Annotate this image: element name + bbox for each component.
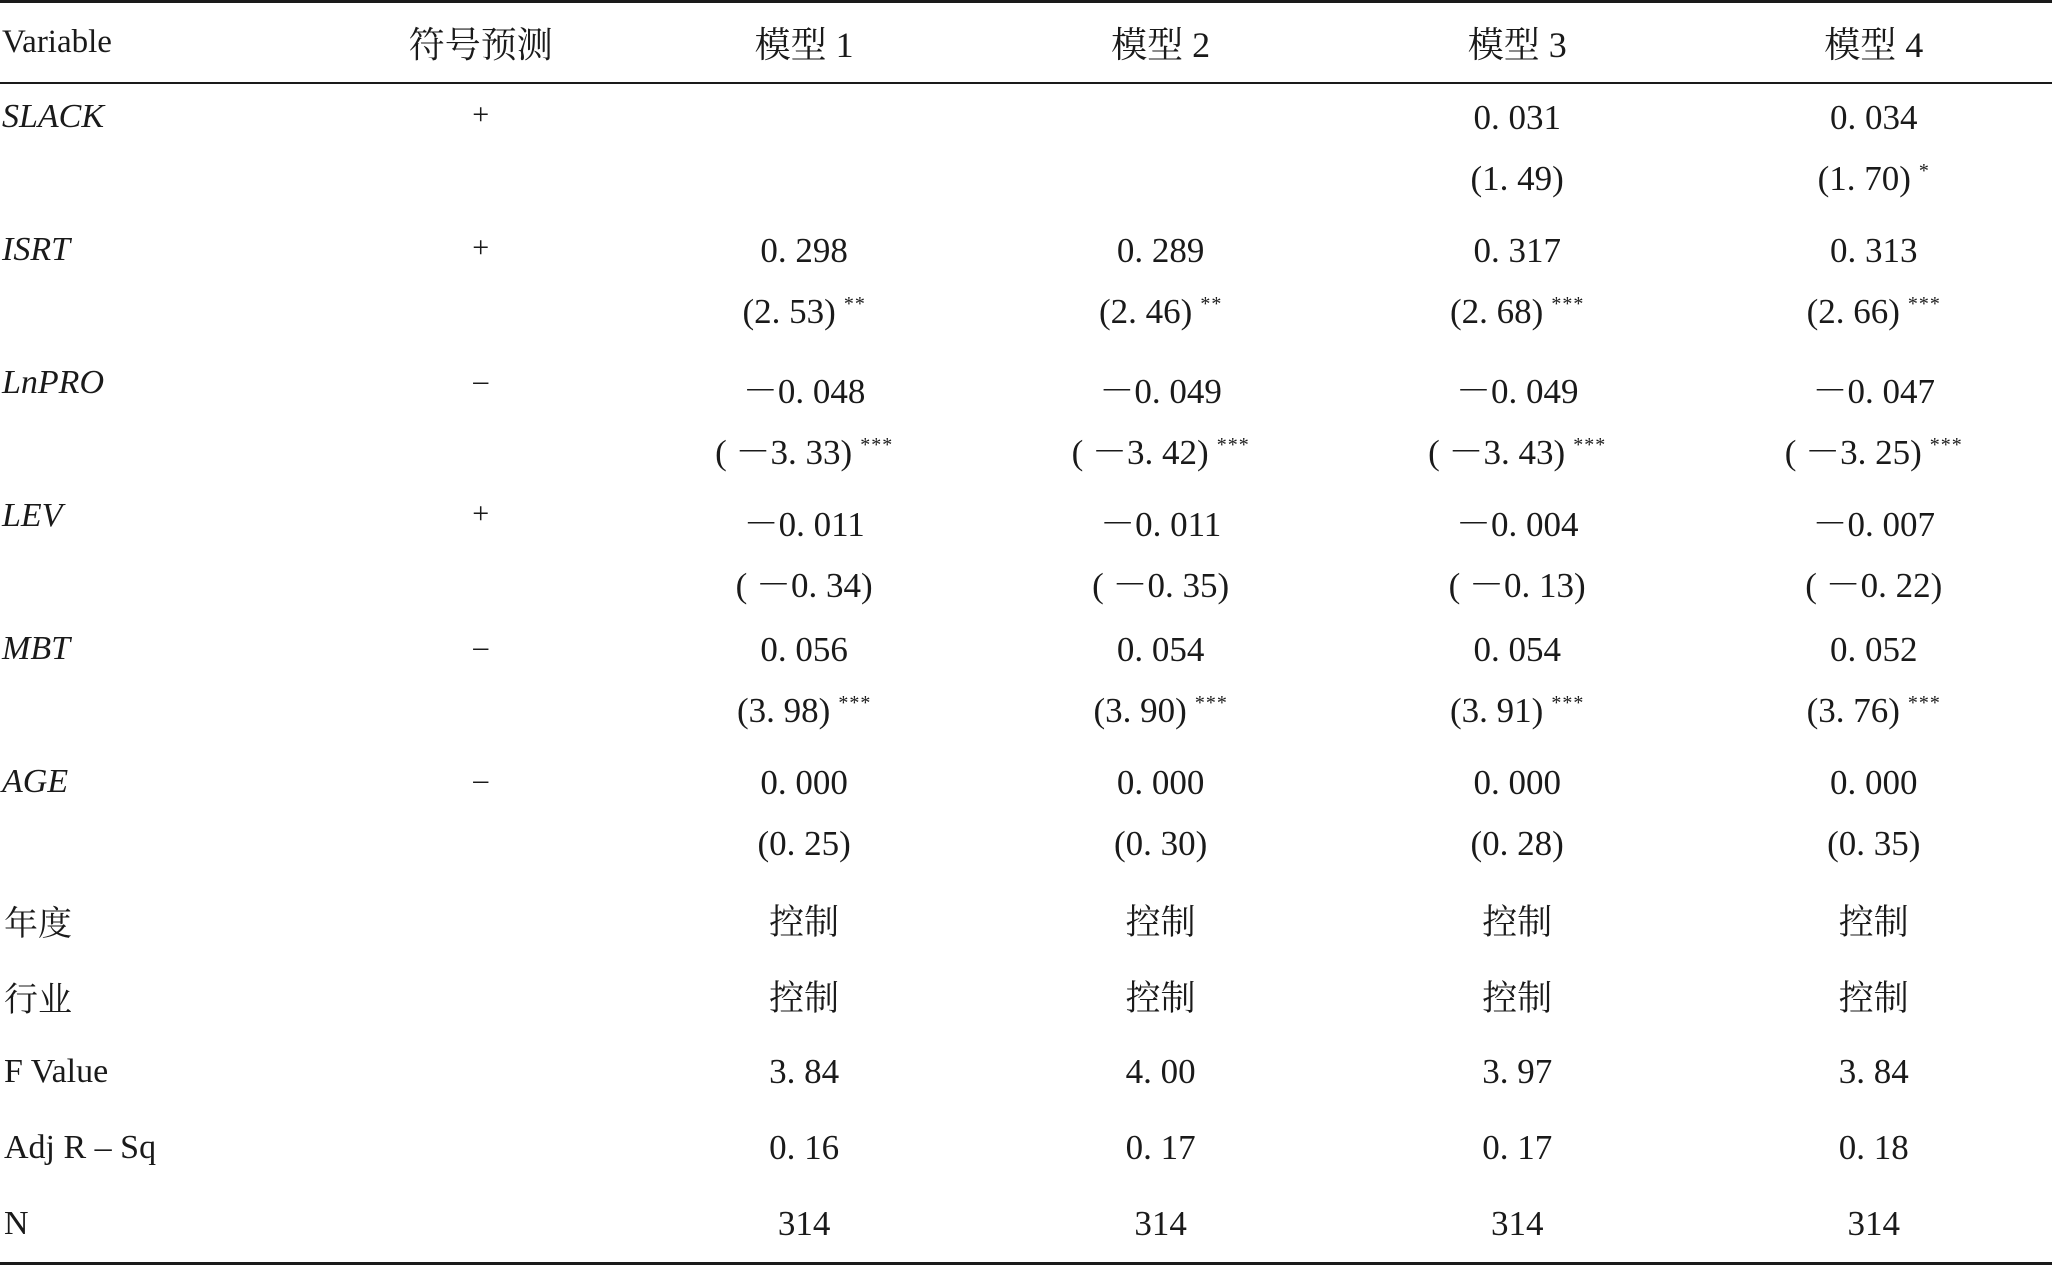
t-stat-cell [1339,159,1696,217]
sign-prediction: – [473,364,489,397]
coefficient-value: －0. 011 [743,505,865,544]
t-stat-value: (3. 91) [1450,691,1544,730]
stat-value: 314 [1695,1186,2052,1264]
empty-cell [335,691,625,749]
stat-value: 控制 [769,979,840,1018]
coefficient-value [982,83,1339,159]
empty-cell [335,1110,625,1186]
stat-value: 控制 [769,903,840,942]
coefficient-value: －0. 007 [1812,505,1935,544]
t-stat-cell [1695,558,2052,616]
coefficient-value: 0. 000 [1116,763,1205,802]
t-stat-cell [982,425,1339,483]
stat-value: 控制 [1482,979,1553,1018]
stat-value: 控制 [1482,903,1553,942]
empty-cell [335,1186,625,1264]
stat-name: F Value [4,1053,109,1090]
coefficient-value: －0. 048 [742,372,866,411]
significance-stars: *** [1907,293,1941,316]
significance-stars: *** [1194,692,1228,715]
t-stat-value: ( －3. 33) [715,433,853,472]
stat-name: 行业 [4,981,72,1019]
significance-stars: *** [1573,434,1607,457]
header-row [0,2,2052,84]
stat-row [0,1186,2052,1264]
t-stat-value: (3. 76) [1806,691,1900,730]
header-model-1: 模型 1 [626,2,983,84]
empty-cell [0,159,335,217]
t-stat-cell [626,558,983,616]
variable-name: ISRT [2,231,70,268]
significance-stars: ** [1200,293,1223,316]
coefficient-value: 0. 317 [1473,231,1561,270]
coefficient-rows [0,83,2052,882]
stat-row [0,1110,2052,1186]
t-stat-cell [626,691,983,749]
t-stat-value: (0. 25) [757,824,851,863]
t-stat-cell [626,159,983,217]
stat-value: 控制 [1125,979,1196,1018]
t-stat-cell [1695,691,2052,749]
significance-stars: *** [1551,692,1585,715]
significance-stars: *** [1929,434,1963,457]
significance-stars: *** [838,692,872,715]
variable-name: AGE [2,763,69,800]
empty-cell [0,691,335,749]
t-stat-value: (2. 53) [742,292,836,331]
empty-cell [335,292,625,350]
empty-cell [335,882,625,958]
variable-name: MBT [2,630,70,667]
coefficient-value: 0. 000 [760,763,848,802]
t-stat-cell [626,824,983,882]
t-stat-value: ( －3. 43) [1428,433,1566,472]
stat-value: 控制 [1838,979,1909,1018]
statistic-rows [0,882,2052,1264]
empty-cell [335,425,625,483]
stat-name: Adj R – Sq [4,1129,157,1166]
t-stat-cell [1339,558,1696,616]
significance-stars: ** [843,293,866,316]
t-stat-cell [1695,425,2052,483]
coefficient-value: 0. 056 [760,630,848,669]
empty-cell [0,824,335,882]
empty-cell [0,292,335,350]
t-stat-value: (3. 98) [737,691,831,730]
stat-value: 0. 18 [1838,1128,1909,1167]
t-stat-cell [626,425,983,483]
stat-value: 4. 00 [1125,1052,1196,1091]
coef-row-mbt-t-stat [0,691,2052,749]
sign-prediction: + [472,497,490,530]
stat-value: 控制 [1125,903,1196,942]
t-stat-cell [1339,425,1696,483]
header-model-4: 模型 4 [1695,2,2052,84]
empty-cell [0,558,335,616]
stat-row [0,882,2052,958]
stat-value: 314 [626,1186,983,1264]
coefficient-value: 0. 313 [1829,231,1918,270]
t-stat-cell [982,824,1339,882]
empty-cell [335,824,625,882]
sign-prediction: – [473,630,489,663]
coef-row-mbt-estimate [0,616,2052,691]
t-stat-cell [1695,824,2052,882]
t-stat-value: (3. 90) [1093,691,1187,730]
t-stat-cell [982,558,1339,616]
stat-name: N [0,1186,335,1264]
coefficient-value: 0. 000 [1829,763,1918,802]
coef-row-lev-estimate [0,483,2052,558]
sign-prediction: + [472,98,490,131]
t-stat-value: ( －0. 35) [1092,566,1230,605]
t-stat-cell [626,292,983,350]
coefficient-value: －0. 047 [1812,372,1935,411]
t-stat-value: (2. 66) [1806,292,1900,331]
coefficient-value: 0. 054 [1473,630,1561,669]
t-stat-value: (1. 70) [1817,159,1911,198]
variable-name: LnPRO [2,364,104,401]
empty-cell [335,159,625,217]
coefficient-value: 0. 031 [1473,98,1561,137]
empty-cell [335,958,625,1034]
coefficient-value: －0. 049 [1455,372,1579,411]
t-stat-value: ( －0. 34) [735,566,873,605]
stat-value: 控制 [1838,903,1909,942]
stat-row [0,958,2052,1034]
significance-stars: *** [1216,434,1250,457]
empty-cell [0,425,335,483]
t-stat-cell [982,292,1339,350]
coef-row-isrt-t-stat [0,292,2052,350]
coefficient-value: 0. 052 [1829,630,1918,669]
t-stat-value: (1. 49) [1470,159,1564,198]
coefficient-value: 0. 298 [760,231,848,270]
coef-row-slack-estimate [0,83,2052,159]
t-stat-value: (0. 35) [1827,824,1921,863]
t-stat-cell [1695,292,2052,350]
empty-cell [335,1034,625,1110]
header-variable: Variable [0,2,335,84]
t-stat-value: (2. 46) [1099,292,1193,331]
coef-row-isrt-estimate [0,217,2052,292]
stat-value: 3. 84 [1838,1052,1909,1091]
significance-stars: *** [1551,293,1585,316]
t-stat-cell [982,159,1339,217]
t-stat-cell [1695,159,2052,217]
significance-stars: *** [860,434,894,457]
coef-row-slack-t-stat [0,159,2052,217]
header-sign-prediction: 符号预测 [335,2,625,84]
significance-stars: * [1918,160,1930,183]
stat-value: 0. 17 [1125,1128,1196,1167]
t-stat-value: ( －0. 22) [1805,566,1943,605]
coefficient-value: 0. 000 [1473,763,1561,802]
coef-row-lev-t-stat [0,558,2052,616]
variable-name: SLACK [2,98,105,135]
t-stat-value: ( －3. 42) [1071,433,1209,472]
coef-row-age-t-stat [0,824,2052,882]
variable-name: LEV [2,497,63,534]
coef-row-lnpro-t-stat [0,425,2052,483]
empty-cell [335,558,625,616]
table-header [0,2,2052,84]
header-model-3: 模型 3 [1339,2,1696,84]
t-stat-cell [1339,292,1696,350]
coefficient-value: －0. 011 [1100,505,1222,544]
coef-row-age-estimate [0,749,2052,824]
sign-prediction: + [472,231,490,264]
stat-value: 314 [1339,1186,1696,1264]
t-stat-value: ( －0. 13) [1448,566,1586,605]
t-stat-value: (0. 30) [1114,824,1208,863]
t-stat-value: (0. 28) [1470,824,1564,863]
coef-row-lnpro-estimate [0,350,2052,425]
significance-stars: *** [1907,692,1941,715]
t-stat-value: ( －3. 25) [1784,433,1922,472]
t-stat-cell [1339,824,1696,882]
stat-value: 3. 97 [1482,1052,1553,1091]
stat-value: 0. 17 [1482,1128,1553,1167]
header-model-2: 模型 2 [982,2,1339,84]
stat-value: 3. 84 [769,1052,840,1091]
t-stat-cell [982,691,1339,749]
coefficient-value: －0. 049 [1099,372,1222,411]
stat-name: 年度 [4,905,72,943]
coefficient-value [626,83,983,159]
stat-row [0,1034,2052,1110]
coefficient-value: 0. 034 [1829,98,1918,137]
coefficient-value: 0. 289 [1116,231,1205,270]
stat-value: 314 [982,1186,1339,1264]
t-stat-cell [1339,691,1696,749]
stat-value: 0. 16 [769,1128,840,1167]
coefficient-value: －0. 004 [1455,505,1579,544]
t-stat-value: (2. 68) [1450,292,1544,331]
coefficient-value: 0. 054 [1116,630,1205,669]
sign-prediction: – [473,763,489,796]
